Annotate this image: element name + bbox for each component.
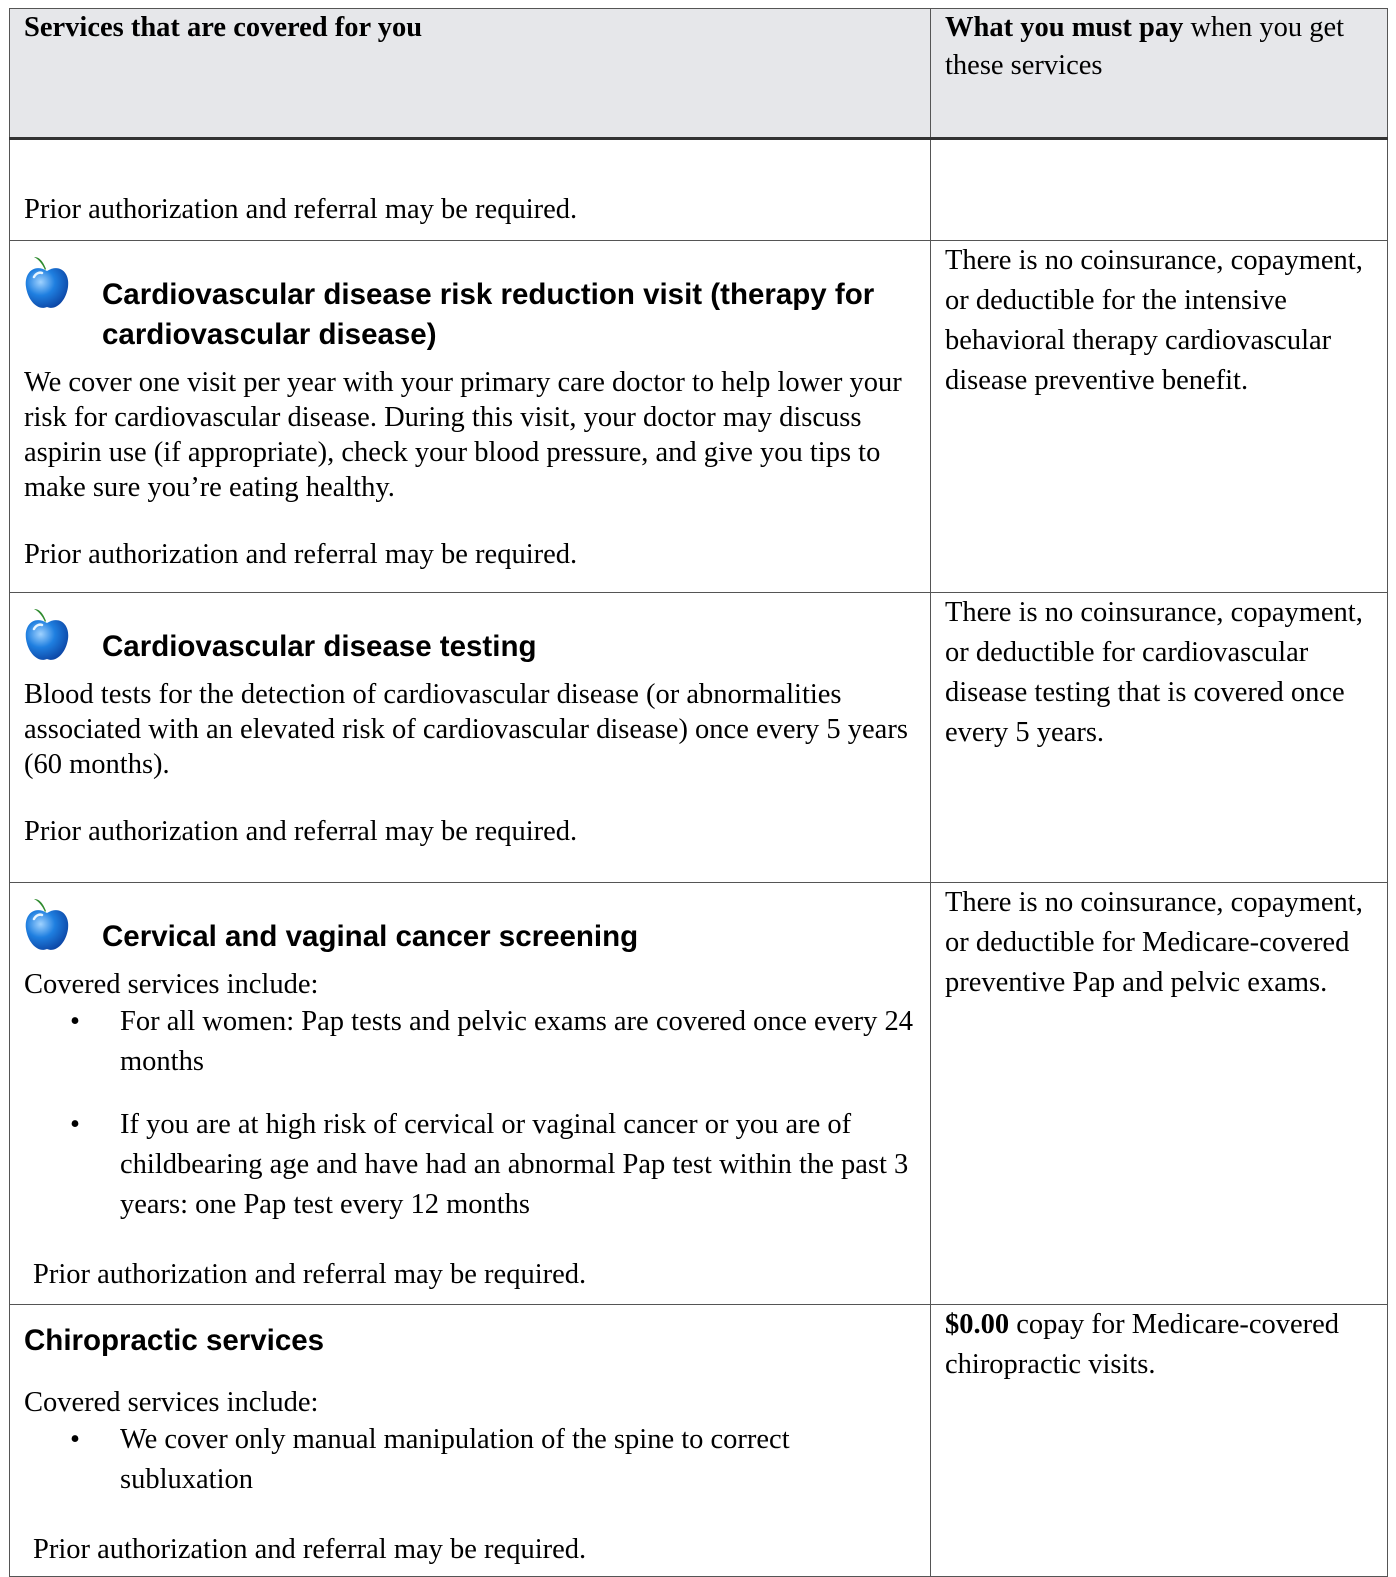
list-item: [24, 1420, 916, 1500]
cardio-visit-pay-cell: [931, 241, 1388, 593]
chiro-services-cell: [10, 1305, 931, 1577]
bullet-glyph: •: [70, 1006, 80, 1037]
chiro-intro: Covered services include:: [24, 1387, 319, 1418]
chiro-pay-rest: copay for Medicare-covered chiropractic visits.: [945, 1309, 1340, 1380]
header-pay-bold: What you must pay: [945, 12, 1184, 43]
prior-auth-note: Prior authorization and referral may be required.: [33, 1259, 587, 1290]
list-item-text: We cover only manual manipulation of the spine to correct subluxation: [120, 1424, 790, 1495]
prior-auth-note: Prior authorization and referral may be required.: [24, 539, 578, 570]
bullet-glyph: •: [70, 1109, 80, 1140]
cardio-testing-title: Cardiovascular disease testing: [102, 630, 537, 663]
chiro-title: Chiropractic services: [24, 1324, 325, 1357]
chiro-pay-amount: $0.00: [945, 1309, 1010, 1340]
cervical-pay: There is no coinsurance, copayment, or deductible for Medicare-covered preventive Pap and pelvic exams.: [945, 887, 1363, 998]
cervical-intro: Covered services include:: [24, 969, 319, 1000]
apple-icon: [24, 607, 70, 663]
cardio-testing-pay: There is no coinsurance, copayment, or deductible for cardiovascular disease testing that is covered once every 5 years.: [945, 597, 1363, 748]
cervical-services-cell: [10, 883, 931, 1305]
list-item: [24, 1002, 916, 1082]
cardio-visit-description: We cover one visit per year with your primary care doctor to help lower your risk for cardiovascular disease. During this visit, your doctor may discuss aspirin use (if appropriate), check your blood pressure, and give you tips to make sure you’re eating healthy.: [24, 367, 902, 503]
chiro-pay-cell: [931, 1305, 1388, 1577]
header-pay-rest: when you get these services: [945, 12, 1345, 81]
cervical-title: Cervical and vaginal cancer screening: [102, 920, 639, 953]
service-row-cardio-visit: [10, 241, 1388, 593]
cardio-visit-title: Cardiovascular disease risk reduction visit (therapy for cardiovascular disease): [102, 278, 875, 351]
apple-icon: [24, 897, 70, 953]
benefits-table: [9, 8, 1388, 1577]
chiro-bullet-list: [24, 1420, 916, 1500]
service-row-cervical-screening: [10, 883, 1388, 1305]
service-row-chiropractic: [10, 1305, 1388, 1577]
chiro-pay: [945, 1305, 1373, 1385]
prior-auth-note: Prior authorization and referral may be required.: [24, 816, 578, 847]
list-item: [24, 1105, 916, 1225]
cardio-visit-pay: There is no coinsurance, copayment, or deductible for the intensive behavioral therapy cardiovascular disease preventive benefit.: [945, 245, 1363, 396]
continued-pay-cell: [931, 139, 1388, 241]
prior-auth-note: Prior authorization and referral may be required.: [24, 194, 578, 225]
cervical-bullet-list: [24, 1002, 916, 1225]
header-services-label: Services that are covered for you: [24, 12, 423, 43]
bullet-glyph: •: [70, 1424, 80, 1455]
header-pay: [931, 9, 1388, 139]
continued-row: [10, 139, 1388, 241]
list-item-text: For all women: Pap tests and pelvic exams are covered once every 24 months: [120, 1006, 913, 1077]
cardio-testing-description: Blood tests for the detection of cardiovascular disease (or abnormalities associated with an elevated risk of cardiovascular disease) once every 5 years (60 months).: [24, 679, 908, 780]
continued-services-cell: [10, 139, 931, 241]
cardio-testing-services-cell: [10, 593, 931, 883]
cardio-testing-pay-cell: [931, 593, 1388, 883]
cardio-visit-services-cell: [10, 241, 931, 593]
cervical-pay-cell: [931, 883, 1388, 1305]
list-item-text: If you are at high risk of cervical or vaginal cancer or you are of childbearing age and have had an abnormal Pap test within the past 3 years: one Pap test every 12 months: [120, 1109, 909, 1220]
prior-auth-note: Prior authorization and referral may be required.: [33, 1534, 587, 1565]
service-row-cardio-testing: [10, 593, 1388, 883]
header-row: [10, 9, 1388, 139]
header-services: [10, 9, 931, 139]
apple-icon: [24, 255, 70, 311]
